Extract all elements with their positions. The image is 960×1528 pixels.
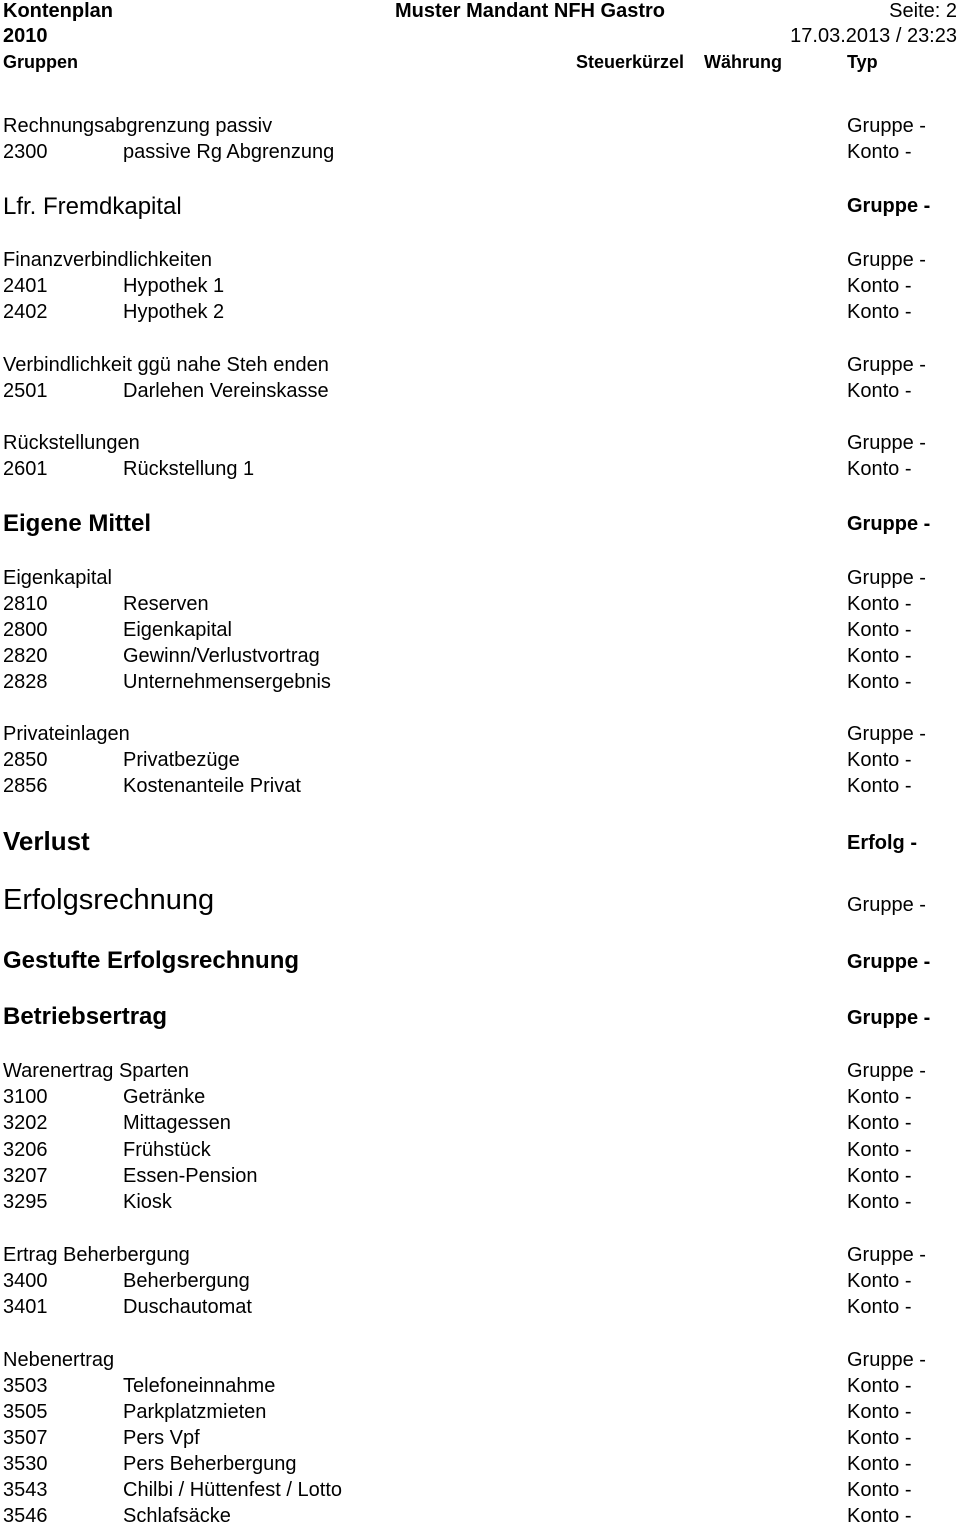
account-number: 2401 — [3, 275, 48, 297]
account-number: 2828 — [3, 671, 48, 693]
account-number: 3295 — [3, 1191, 48, 1213]
row-type: Gruppe - — [847, 1244, 926, 1266]
account-name: Mittagessen — [123, 1112, 231, 1134]
row-type: Gruppe - — [847, 354, 926, 376]
row-type: Konto - — [847, 301, 912, 323]
row-type: Gruppe - — [847, 567, 926, 589]
row-type: Konto - — [847, 1375, 912, 1397]
account-number: 2850 — [3, 749, 48, 771]
print-datetime: 17.03.2013 / 23:23 — [790, 25, 957, 47]
account-number: 3507 — [3, 1427, 48, 1449]
row-type: Konto - — [847, 1401, 912, 1423]
group-label: Finanzverbindlichkeiten — [3, 249, 213, 271]
row-type: Konto - — [847, 1086, 912, 1108]
row-type: Konto - — [847, 1139, 912, 1161]
row-type: Konto - — [847, 1479, 912, 1501]
account-name: Telefoneinnahme — [123, 1375, 276, 1397]
group-label: Erfolgsrechnung — [3, 884, 215, 916]
account-name: Pers Beherbergung — [123, 1453, 297, 1475]
group-label: Privateinlagen — [3, 723, 130, 745]
column-header-typ: Typ — [847, 52, 878, 72]
account-number: 2300 — [3, 141, 48, 163]
account-name: Hypothek 2 — [123, 301, 225, 323]
account-name: passive Rg Abgrenzung — [123, 141, 335, 163]
account-number: 3543 — [3, 1479, 48, 1501]
group-label: Warenertrag Sparten — [3, 1060, 190, 1082]
account-name: Pers Vpf — [123, 1427, 200, 1449]
column-header-waehrung: Währung — [704, 52, 782, 72]
row-type: Konto - — [847, 593, 912, 615]
group-label: Rückstellungen — [3, 432, 140, 454]
group-label: Verlust — [3, 826, 90, 856]
account-name: Privatbezüge — [123, 749, 240, 771]
account-number: 3530 — [3, 1453, 48, 1475]
row-type: Gruppe - — [847, 115, 926, 137]
row-type: Konto - — [847, 775, 912, 797]
row-type: Gruppe - — [847, 1007, 931, 1029]
account-number: 3401 — [3, 1296, 48, 1318]
group-label: Gestufte Erfolgsrechnung — [3, 947, 300, 974]
row-type: Konto - — [847, 671, 912, 693]
account-number: 3206 — [3, 1139, 48, 1161]
row-type: Gruppe - — [847, 894, 926, 916]
column-header-steuerkuerzel: Steuerkürzel — [576, 52, 685, 72]
account-name: Rückstellung 1 — [123, 458, 255, 480]
account-name: Schlafsäcke — [123, 1505, 231, 1527]
row-type: Gruppe - — [847, 1349, 926, 1371]
account-name: Duschautomat — [123, 1296, 252, 1318]
row-type: Konto - — [847, 1296, 912, 1318]
account-name: Kostenanteile Privat — [123, 775, 301, 797]
account-name: Unternehmensergebnis — [123, 671, 331, 693]
row-type: Konto - — [847, 1270, 912, 1292]
account-number: 2856 — [3, 775, 48, 797]
row-type: Konto - — [847, 380, 912, 402]
row-type: Konto - — [847, 619, 912, 641]
row-type: Gruppe - — [847, 723, 926, 745]
row-type: Gruppe - — [847, 249, 926, 271]
account-name: Beherbergung — [123, 1270, 250, 1292]
row-type: Konto - — [847, 1165, 912, 1187]
account-name: Getränke — [123, 1086, 206, 1108]
account-name: Chilbi / Hüttenfest / Lotto — [123, 1479, 343, 1501]
account-name: Hypothek 1 — [123, 275, 225, 297]
row-type: Gruppe - — [847, 951, 931, 973]
group-label: Eigenkapital — [3, 567, 112, 589]
account-number: 2402 — [3, 301, 48, 323]
account-number: 3400 — [3, 1270, 48, 1292]
report-title: Kontenplan — [3, 0, 113, 22]
group-label: Verbindlichkeit ggü nahe Steh enden — [3, 354, 329, 376]
row-type: Konto - — [847, 1505, 912, 1527]
account-name: Darlehen Vereinskasse — [123, 380, 329, 402]
account-number: 3202 — [3, 1112, 48, 1134]
account-name: Kiosk — [123, 1191, 172, 1213]
fiscal-year: 2010 — [3, 25, 48, 47]
mandant-name: Muster Mandant NFH Gastro — [395, 0, 666, 22]
account-number: 2501 — [3, 380, 48, 402]
row-type: Konto - — [847, 1112, 912, 1134]
group-label: Betriebsertrag — [3, 1003, 168, 1030]
account-number: 2800 — [3, 619, 48, 641]
account-number: 3207 — [3, 1165, 48, 1187]
account-name: Reserven — [123, 593, 209, 615]
row-type: Konto - — [847, 1427, 912, 1449]
account-number: 3100 — [3, 1086, 48, 1108]
group-label: Rechnungsabgrenzung passiv — [3, 115, 273, 137]
row-type: Konto - — [847, 141, 912, 163]
account-name: Eigenkapital — [123, 619, 232, 641]
account-number: 2820 — [3, 645, 48, 667]
row-type: Konto - — [847, 645, 912, 667]
account-number: 3503 — [3, 1375, 48, 1397]
row-type: Konto - — [847, 458, 912, 480]
row-type: Gruppe - — [847, 513, 931, 535]
group-label: Lfr. Fremdkapital — [3, 193, 182, 220]
account-number: 2810 — [3, 593, 48, 615]
row-type: Konto - — [847, 749, 912, 771]
row-type: Gruppe - — [847, 1060, 926, 1082]
group-label: Eigene Mittel — [3, 510, 152, 537]
column-header-gruppen: Gruppen — [3, 52, 78, 72]
row-type: Gruppe - — [847, 432, 926, 454]
account-number: 3505 — [3, 1401, 48, 1423]
account-name: Parkplatzmieten — [123, 1401, 267, 1423]
account-number: 3546 — [3, 1505, 48, 1527]
account-name: Frühstück — [123, 1139, 211, 1161]
account-name: Gewinn/Verlustvortrag — [123, 645, 320, 667]
row-type: Konto - — [847, 1453, 912, 1475]
account-name: Essen-Pension — [123, 1165, 258, 1187]
row-type: Erfolg - — [847, 832, 917, 854]
row-type: Gruppe - — [847, 195, 931, 217]
account-number: 2601 — [3, 458, 48, 480]
group-label: Ertrag Beherbergung — [3, 1244, 190, 1266]
row-type: Konto - — [847, 275, 912, 297]
group-label: Nebenertrag — [3, 1349, 115, 1371]
row-type: Konto - — [847, 1191, 912, 1213]
page-number: Seite: 2 — [889, 0, 957, 22]
